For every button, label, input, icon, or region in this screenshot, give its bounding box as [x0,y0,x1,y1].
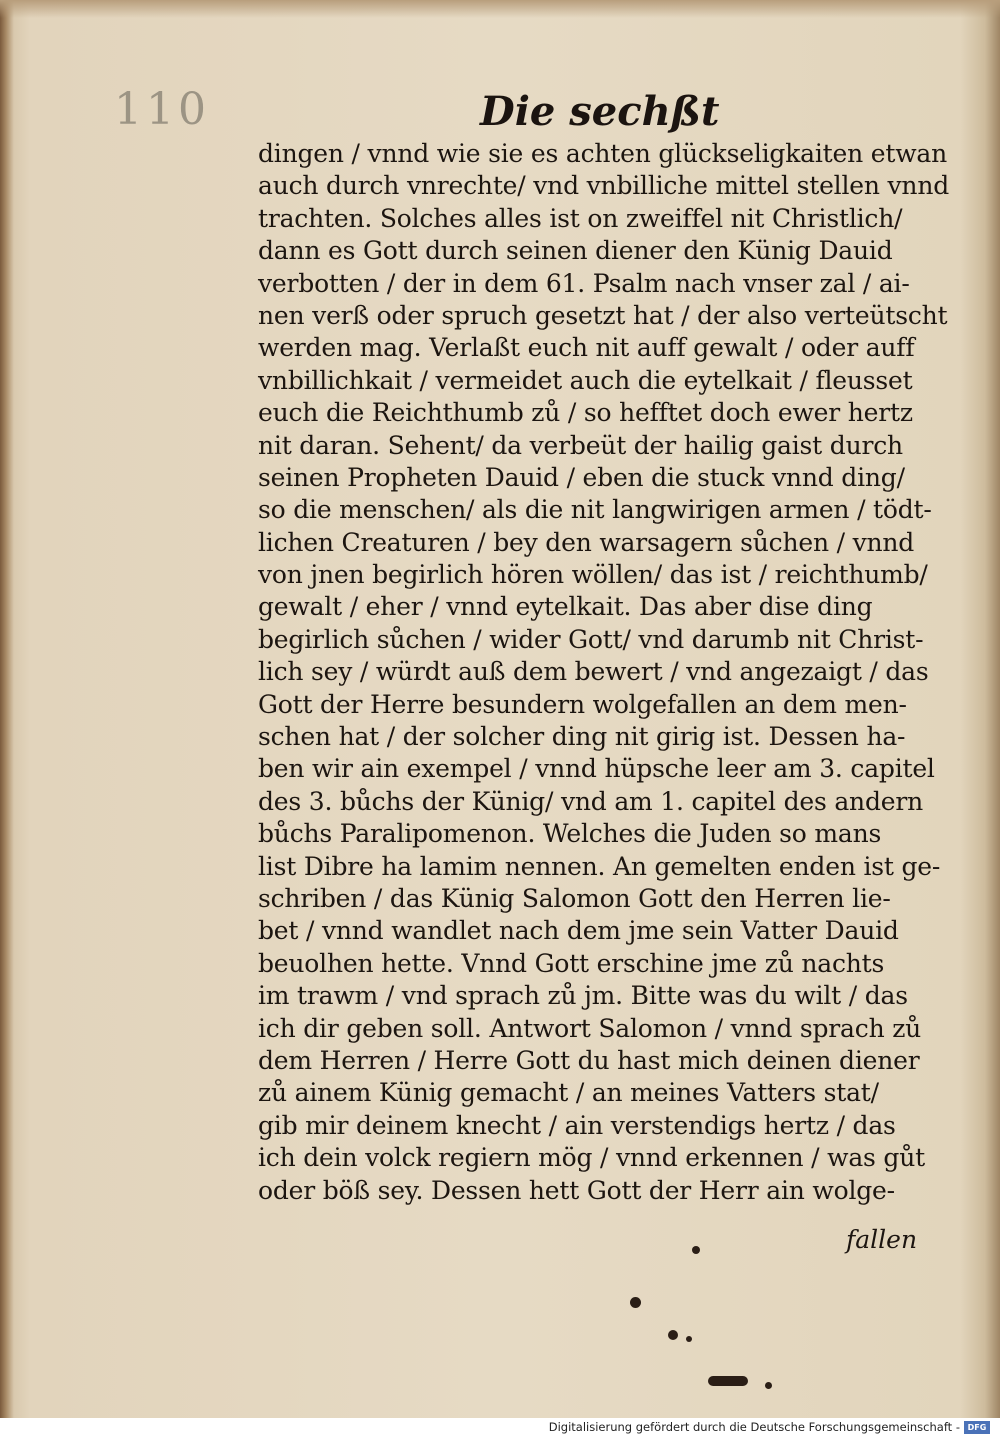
text-line: vnbillichkait / vermeidet auch die eytelkait / fleusset [258,365,913,395]
funding-note: Digitalisierung gefördert durch die Deutsche Forschungsgemeinschaft - [548,1420,960,1434]
text-line: von jnen begirlich hören wöllen/ das ist / reichthumb/ [258,560,928,590]
ink-spot [708,1376,748,1386]
text-line: Gott der Herre besundern wolgefallen an dem men- [258,689,907,719]
text-line: so die menschen/ als die nit langwirigen armen / tödt- [258,495,932,525]
text-line: auch durch vnrechte/ vnd vnbilliche mittel stellen vnnd [258,171,950,201]
text-line: im trawm / vnd sprach zů jm. Bitte was du wilt / das [258,981,908,1011]
text-line: oder böß sey. Dessen hett Gott der Herr ain wolge- [258,1175,895,1205]
page-top-edge [0,0,1000,18]
ink-spot [668,1330,678,1340]
text-line: begirlich sůchen / wider Gott/ vnd darumb nit Christ- [258,624,924,654]
text-line: ich dein volck regiern mög / vnnd erkennen / was gůt [258,1143,925,1173]
text-line: ich dir geben soll. Antwort Salomon / vnnd sprach zů [258,1013,922,1043]
running-head: Die sechßt [480,88,720,135]
ink-spot [765,1382,772,1389]
text-line: list Dibre ha lamim nennen. An gemelten enden ist ge- [258,851,941,881]
text-line: seinen Propheten Dauid / eben die stuck vnnd ding/ [258,462,905,492]
text-line: trachten. Solches alles ist on zweiffel nit Christlich/ [258,203,903,233]
text-line: dem Herren / Herre Gott du hast mich deinen diener [258,1045,920,1075]
ink-spot [630,1297,641,1308]
text-line: nen verß oder spruch gesetzt hat / der also verteütscht [258,300,948,330]
ink-spot [686,1336,692,1342]
text-line: zů ainem Künig gemacht / an meines Vatters stat/ [258,1078,879,1108]
text-line: verbotten / der in dem 61. Psalm nach vnser zal / ai- [258,268,910,298]
text-line: werden mag. Verlaßt euch nit auff gewalt / oder auff [258,333,915,363]
text-line: dingen / vnnd wie sie es achten glückseligkaiten etwan [258,139,948,168]
text-line: lich sey / würdt auß dem bewert / vnd angezaigt / das [258,657,929,687]
text-line: bet / vnnd wandlet nach dem jme sein Vatter Dauid [258,916,899,946]
text-line: schen hat / der solcher ding nit girig ist. Dessen ha- [258,722,906,752]
text-line: lichen Creaturen / bey den warsagern sůchen / vnnd [258,527,915,557]
text-line: nit daran. Sehent/ da verbeüt der hailig gaist durch [258,430,903,460]
text-line: bůchs Paralipomenon. Welches die Juden so mans [258,819,882,849]
text-line: beuolhen hette. Vnnd Gott erschine jme zů nachts [258,948,885,978]
folio-number: 110 [114,84,210,135]
text-line: gewalt / eher / vnnd eytelkait. Das aber dise ding [258,592,873,622]
body-text [258,138,948,1207]
text-line: euch die Reichthumb zů / so hefftet doch ewer hertz [258,398,913,428]
text-line: ben wir ain exempel / vnnd hüpsche leer am 3. capitel [258,754,935,784]
ink-spot [692,1246,700,1254]
dfg-logo: DFG [964,1421,990,1434]
text-line: dann es Gott durch seinen diener den Künig Dauid [258,236,893,266]
text-line: schriben / das Künig Salomon Gott den Herren lie- [258,883,891,913]
text-line: des 3. bůchs der Künig/ vnd am 1. capitel des andern [258,786,924,816]
text-line: gib mir deinem knecht / ain verstendigs hertz / das [258,1110,896,1140]
catchword: fallen [846,1225,918,1254]
footer-bar [0,1418,1000,1437]
